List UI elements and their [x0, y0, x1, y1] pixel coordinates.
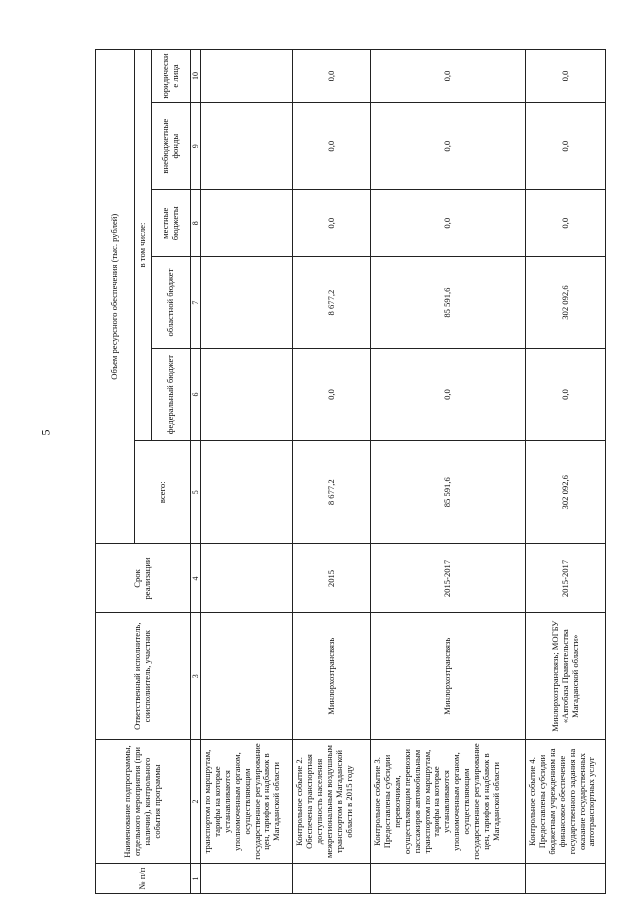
row-legal [201, 50, 293, 103]
header-regional: областной бюджет [152, 257, 191, 349]
row-local: 0,0 [371, 190, 526, 257]
row-num [526, 864, 606, 894]
column-number: 8 [191, 190, 201, 257]
row-name: Контрольное событие 3. Предоставлены субсидии перевозчикам, осуществляющим перевозки пассажиров автомобильным транспортом по маршрутам, тарифы на которые устанавливаются уполномоченным органом, осуществляющим государственное регулирование цен, тарифов и надбавок в Магаданской области [371, 739, 526, 863]
column-number: 6 [191, 349, 201, 441]
column-number: 5 [191, 441, 201, 544]
row-offbudget: 0,0 [293, 103, 371, 190]
row-federal: 0,0 [371, 349, 526, 441]
row-total [201, 441, 293, 544]
row-period: 2015-2017 [526, 544, 606, 613]
header-executor: Ответственный исполнитель, соисполнитель, участник [96, 613, 191, 739]
row-offbudget: 0,0 [371, 103, 526, 190]
row-executor: Минлорхозтрансвязь; МОГБУ «Автобаза Правительства Магаданской области» [526, 613, 606, 739]
table-row [526, 50, 606, 894]
column-number: 3 [191, 613, 201, 739]
row-offbudget: 0,0 [526, 103, 606, 190]
row-legal: 0,0 [293, 50, 371, 103]
header-local: местные бюджеты [152, 190, 191, 257]
row-executor: Минлорхозтрансвязь [293, 613, 371, 739]
column-number: 2 [191, 739, 201, 863]
header-federal: федеральный бюджет [152, 349, 191, 441]
column-number: 9 [191, 103, 201, 190]
row-legal: 0,0 [371, 50, 526, 103]
row-local: 0,0 [526, 190, 606, 257]
row-num [293, 864, 371, 894]
table-row [371, 50, 526, 894]
header-legal: юридические лица [152, 50, 191, 103]
column-number: 10 [191, 50, 201, 103]
row-offbudget [201, 103, 293, 190]
header-offbudget: внебюджетные фонды [152, 103, 191, 190]
row-executor [201, 613, 293, 739]
column-number-row [191, 50, 201, 894]
row-local: 0,0 [293, 190, 371, 257]
row-num [371, 864, 526, 894]
row-regional: 8 677,2 [293, 257, 371, 349]
table-row [293, 50, 371, 894]
table-row [201, 50, 293, 894]
row-executor: Минлорхозтрансвязь [371, 613, 526, 739]
row-federal: 0,0 [526, 349, 606, 441]
row-federal [201, 349, 293, 441]
header-total: всего: [135, 441, 191, 544]
row-name: Контрольное событие 2. Обеспечена транспортная доступность населения межрегиональным воздушным транспортом в Магаданской области в 2015 году [293, 739, 371, 863]
page-number: 5 [38, 429, 53, 436]
row-name: Контрольное событие 4. Предоставлены субсидии бюджетным учреждениям на финансовое обеспечение государственного задания на оказание государственных автотранспортных услуг [526, 739, 606, 863]
row-period [201, 544, 293, 613]
row-federal: 0,0 [293, 349, 371, 441]
column-number: 4 [191, 544, 201, 613]
row-total: 8 677,2 [293, 441, 371, 544]
row-period: 2015-2017 [371, 544, 526, 613]
row-legal: 0,0 [526, 50, 606, 103]
header-period: Срок реализации [96, 544, 191, 613]
row-regional: 302 092,6 [526, 257, 606, 349]
row-total: 85 591,6 [371, 441, 526, 544]
header-num: № п/п [96, 864, 191, 894]
header-name: Наименование подпрограммы, отдельного мероприятия (при наличии), контрольного события программы [96, 739, 191, 863]
rotated-table-container [95, 49, 640, 894]
row-regional: 85 591,6 [371, 257, 526, 349]
row-name: транспортом по маршрутам, тарифы на которые устанавливаются уполномоченным органом, осуществляющим государственное регулирование цен, тарифов и надбавок в Магаданской области [201, 739, 293, 863]
header-funding: Объем ресурсного обеспечения (тыс. рублей) [96, 50, 135, 544]
row-num [201, 864, 293, 894]
row-total: 302 092,6 [526, 441, 606, 544]
column-number: 7 [191, 257, 201, 349]
header-including: в том числе: [135, 50, 152, 441]
column-number: 1 [191, 864, 201, 894]
resource-table [95, 49, 606, 894]
row-period: 2015 [293, 544, 371, 613]
row-regional [201, 257, 293, 349]
row-local [201, 190, 293, 257]
